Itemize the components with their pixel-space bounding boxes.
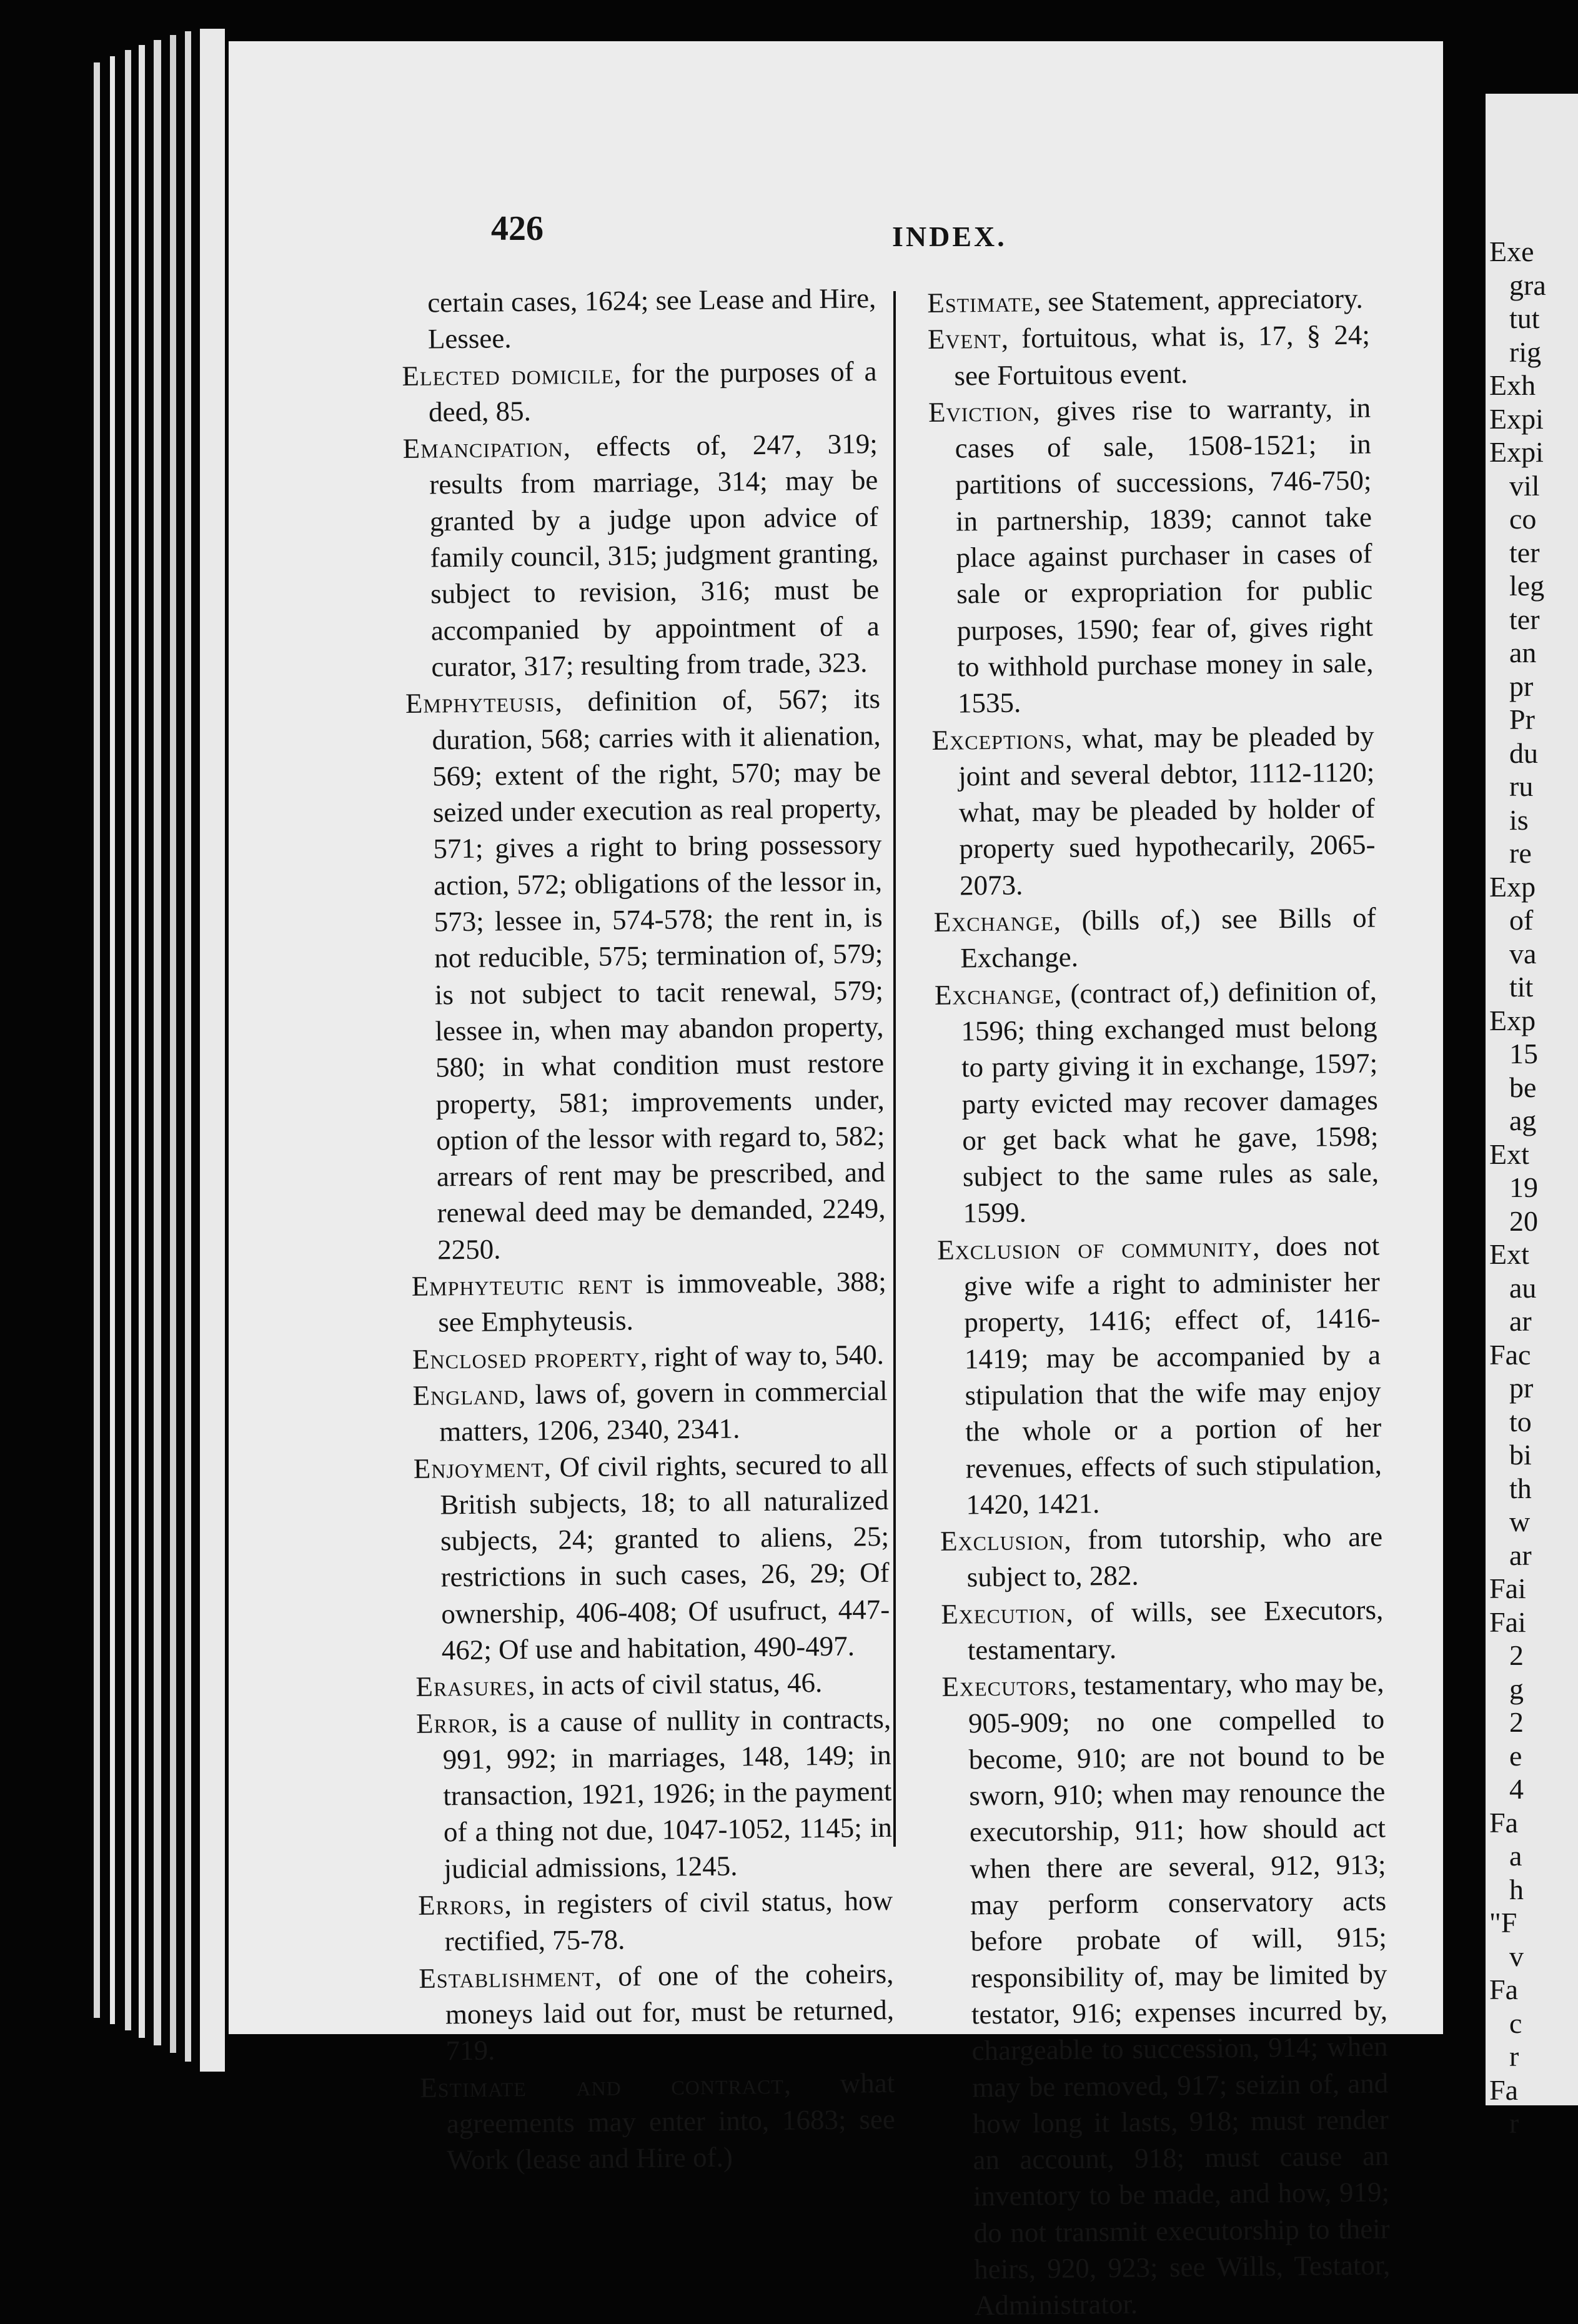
facing-page-fragment: 20 (1509, 1204, 1538, 1237)
page-edge (154, 40, 161, 2045)
index-entry (401, 280, 876, 358)
index-headword: Enclosed property (412, 1341, 641, 1375)
facing-page-fragment: Fai (1489, 1606, 1526, 1638)
index-entry (941, 1591, 1384, 1669)
facing-page-fragment: pr (1509, 670, 1534, 702)
index-entry (412, 1373, 888, 1451)
facing-page-fragment: r (1509, 2107, 1519, 2139)
index-headword: Event (927, 323, 1001, 355)
index-entry (928, 317, 1371, 394)
index-headword: Exchange (933, 905, 1054, 938)
facing-page-fragment: v (1509, 1940, 1524, 1972)
index-entry-text: is immoveable, 388; see Emphyteusis. (438, 1265, 887, 1338)
facing-page-fragment: ag (1509, 1105, 1537, 1136)
page-edge (185, 31, 191, 2062)
index-headword: Emphyteusis (405, 686, 555, 720)
facing-page-fragment: w (1509, 1506, 1531, 1537)
facing-page-fragment: rig (1509, 335, 1542, 368)
index-entry (941, 1664, 1391, 2324)
page-edge (139, 45, 145, 2038)
index-entry (937, 1227, 1382, 1523)
index-headword: England (412, 1379, 519, 1411)
page-edge (125, 50, 131, 2030)
facing-page-fragment: Fai (1489, 1572, 1526, 1604)
index-entry (418, 1882, 893, 1960)
facing-page-fragment: ter (1509, 603, 1540, 635)
index-headword: Errors (417, 1889, 505, 1921)
facing-page-fragment: ar (1509, 1539, 1532, 1571)
facing-page-fragment: Ext (1489, 1238, 1529, 1270)
index-entry-text: , in acts of civil status, 46. (527, 1667, 823, 1702)
facing-page-fragment: Exe (1489, 236, 1534, 267)
index-entry-text: , of one of the coheirs, moneys laid out for, must be returned, 719. (445, 1957, 895, 2067)
index-entry-text: certain cases, 1624; see Lease and Hire, Lessee. (427, 282, 876, 355)
index-entry (933, 900, 1376, 977)
facing-page-fragment: Fac (1489, 1338, 1531, 1371)
facing-page-fragment: e (1509, 1739, 1522, 1772)
facing-page-fragment: pr (1509, 1372, 1534, 1404)
index-column-left (401, 280, 896, 2178)
index-entry-text: , testamentary, who may be, 905-909; no one compelled to become, 910; are not bound to be sworn, 910; when may renounce the executorship, 911; how should act when there are several, 912, 913; may perform conservatory acts before probate of will, 915; responsibility of, may be limited by testator, 916; expenses incurred by, chargeable to succession, 914; when may be removed, 917; seizin of, and how long it lasts, 918; must render an account, 918; must cause an inventory to be made, and how, 919; do not transmit executorship to their heirs, 920, 923; see Wills, Testator, Administrator. (968, 1666, 1391, 2322)
facing-page-fragment: ar (1509, 1305, 1532, 1337)
facing-page-fragment: 2 (1509, 1639, 1524, 1671)
index-entry-text: , what agreements may enter into, 1683; see Work (lease and Hire of.) (446, 2067, 896, 2176)
page-edge (200, 29, 225, 2072)
index-entry (419, 1955, 895, 2070)
facing-page-fragment: Exh (1489, 369, 1536, 401)
facing-page-fragment: h (1509, 1873, 1524, 1905)
page-number: 426 (491, 209, 543, 248)
page-edge (170, 35, 176, 2053)
facing-page-fragment: Fa (1489, 2073, 1518, 2106)
index-headword: Error (415, 1707, 492, 1739)
index-headword: Elected domicile (402, 358, 615, 392)
index-entry (402, 425, 880, 685)
facing-page-fragment: c (1509, 2007, 1522, 2039)
facing-page-fragment: leg (1509, 570, 1545, 602)
index-entry-text: , effects of, 247, 319; results from marriage, 314; may be granted by a judge upon advice of family council, 315; judgment granting, subject to revision, 316; must be accompanied by appointment of a curator, 317; resulting from trade, 323. (429, 428, 880, 683)
index-headword: Emphyteutic rent (411, 1268, 633, 1302)
index-entry-text: , definition of, 567; its duration, 568; carries with it alienation, 569; extent of the right, 570; may be seized under execution as real property, 571; gives a right to bring possessory action, 572; obligations of the lessor in, 573; lessee in, 574-578; the rent in, is not reducible, 575; termination of, 579; is not subject to tacit renewal, 579; lessee in, when may abandon property, 580; in what condition must restore property, 581; improvements under, option of the lessor with regard to, 582; arrears of rent may be prescribed, and renewal deed may be demanded, 2249, 2250. (432, 683, 886, 1266)
index-headword: Exceptions (931, 723, 1066, 756)
index-headword: Establishment (419, 1960, 595, 1994)
facing-page-fragment: is (1509, 803, 1529, 836)
index-entry-text: , does not give wife a right to administer her property, 1416; effect of, 1416-1419; may be accompanied by a stipulation that the wife may enjoy the whole or a portion of her revenues, effects of such stipulation, 1420, 1421. (963, 1229, 1382, 1521)
facing-page-fragment: 15 (1509, 1038, 1538, 1070)
facing-page-fragment: bi (1509, 1439, 1532, 1471)
facing-page-fragment: 19 (1509, 1171, 1538, 1203)
facing-page-fragment: ter (1509, 536, 1540, 569)
index-entry (927, 281, 1370, 322)
index-entry-text: , right of way to, 540. (640, 1338, 885, 1373)
facing-page-fragment: Ext (1489, 1138, 1529, 1170)
facing-page-fragment: Expi (1489, 402, 1544, 435)
facing-page-fragment: Exp (1489, 870, 1536, 903)
book-page (229, 41, 1443, 2322)
index-entry (420, 2064, 896, 2178)
index-headword: Exclusion (940, 1524, 1064, 1557)
facing-page-fragment: 2 (1509, 1706, 1524, 1738)
facing-page-fragment: 4 (1509, 1773, 1524, 1805)
index-entry (931, 717, 1376, 904)
index-headword: Erasures (415, 1670, 528, 1703)
index-entry (935, 972, 1379, 1231)
facing-page (1486, 94, 1578, 2139)
index-entry (928, 389, 1374, 722)
facing-page-fragment: r (1509, 2040, 1519, 2072)
facing-page-fragment: gra (1509, 269, 1546, 301)
index-entry-text: , in registers of civil status, how rectified, 75-78. (444, 1884, 893, 1957)
facing-page-fragment: ru (1509, 770, 1534, 802)
index-headword: Eviction (928, 395, 1033, 428)
facing-page-fragment: tit (1509, 971, 1534, 1003)
index-entry-text: , (contract of,) definition of, 1596; thing exchanged must belong to party giving it in exchange, 1597; party evicted may recover damages or get back what he gave, 1598; subject to the same rules as sale, 1599. (961, 975, 1379, 1229)
index-entry-text: , is a cause of nullity in contracts, 991, 992; in marriages, 148, 149; in transaction, 1921, 1926; in the payment of a thing not due, 1047-1052, 1145; in judicial admissions, 1245. (442, 1702, 893, 1885)
facing-page-fragment: va (1509, 937, 1537, 970)
index-headword: Exclusion of community (936, 1231, 1253, 1266)
index-entry (416, 1700, 893, 1887)
index-entry-text: , from tutorship, who are subject to, 282. (966, 1521, 1383, 1593)
index-headword: Estimate (927, 286, 1035, 319)
index-entry-text: , see Statement, appreciatory. (1033, 282, 1364, 318)
index-entry (940, 1519, 1383, 1596)
facing-page-fragment: tut (1509, 302, 1540, 334)
column-divider (893, 291, 896, 1847)
facing-page-fragment: g (1509, 1672, 1524, 1705)
facing-page-fragment: Fa (1489, 1806, 1518, 1839)
index-entry-text: , what, may be pleaded by joint and several debtor, 1112-1120; what, may be pleaded by holder of property sued hypothecarily, 2065-2073. (958, 720, 1376, 901)
facing-page-fragment: Pr (1509, 703, 1535, 735)
index-headword: Execution (941, 1597, 1066, 1630)
facing-page-fragment: du (1509, 737, 1538, 769)
facing-page-fragment: re (1509, 837, 1532, 869)
index-headword: Estimate and contract (419, 2068, 785, 2103)
facing-page-fragment: co (1509, 503, 1537, 535)
page-header (229, 209, 1443, 259)
page-edge (94, 62, 100, 2018)
index-entry (412, 1336, 888, 1378)
facing-page-fragment: Exp (1489, 1004, 1536, 1036)
facing-page-fragment: a (1509, 1840, 1522, 1872)
facing-page-fragment: be (1509, 1071, 1537, 1103)
index-headword: Executors (941, 1670, 1070, 1703)
facing-page-fragment: Expi (1489, 436, 1544, 468)
index-entry (405, 680, 886, 1268)
index-entry-text: , for the purposes of a deed, 85. (428, 355, 877, 428)
index-entry (414, 1445, 891, 1669)
index-entry-text: , laws of, govern in commercial matters, 1206, 2340, 2341. (439, 1374, 888, 1448)
index-entry-text: , of wills, see Executors, testamentary. (967, 1594, 1384, 1666)
index-headword: Emancipation (402, 431, 564, 465)
facing-page-fragment: vil (1509, 469, 1540, 502)
index-entry-text: , gives rise to warranty, in cases of sale, 1508-1521; in partitions of successions, 746-750; in partnership, 1839; cannot take place against purchaser in cases of sale or expropriation for public purposes, 1590; fear of, gives right to withhold purchase money in sale, 1535. (955, 392, 1374, 719)
facing-page-fragment: of (1509, 904, 1534, 936)
index-entry-text: , (bills of,) see Bills of Exchange. (960, 901, 1376, 974)
index-entry-text: , fortuitous, what is, 17, § 24; see Fortuitous event. (954, 319, 1371, 392)
facing-page-fragment: to (1509, 1405, 1532, 1438)
index-headword: Exchange (934, 978, 1055, 1011)
index-entry (402, 353, 877, 431)
facing-page-fragment: "F (1489, 1907, 1517, 1939)
page-edge (110, 56, 115, 2024)
index-entry (411, 1263, 886, 1341)
facing-page-fragment: th (1509, 1472, 1532, 1504)
index-headword: Enjoyment (413, 1451, 545, 1484)
facing-page-fragment: an (1509, 637, 1537, 668)
index-entry-text: , Of civil rights, secured to all British subjects, 18; to all naturalized subjects, 24; granted to aliens, 25; restrictions in such cases, 26, 29; Of ownership, 406-408; Of usufruct, 447-462; Of use and habitation, 490-497. (440, 1448, 890, 1666)
facing-page-fragment: au (1509, 1271, 1537, 1304)
running-head: INDEX. (892, 221, 1007, 252)
index-column-right (927, 281, 1391, 2324)
index-entry (415, 1664, 891, 1705)
facing-page-fragment: Fa (1489, 1974, 1518, 2005)
